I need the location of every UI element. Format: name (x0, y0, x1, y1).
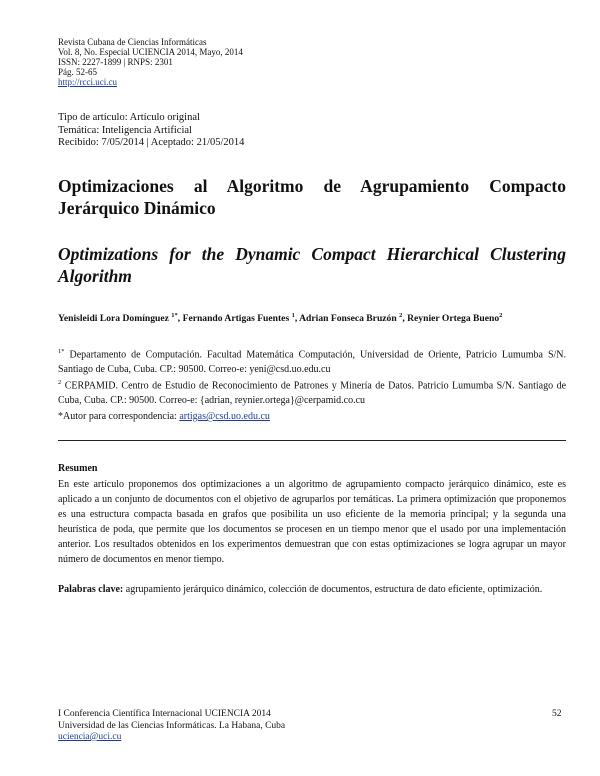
title-spanish: Optimizaciones al Algoritmo de Agrupamiento Compacto Jerárquico Dinámico (58, 176, 566, 218)
affiliation-2-mark: 2 (58, 379, 62, 386)
journal-header (58, 37, 243, 87)
article-topic: Temática: Inteligencia Artificial (58, 124, 192, 136)
affiliation-2 (58, 375, 566, 408)
article-dates: Recibido: 7/05/2014 | Aceptado: 21/05/2014 (58, 137, 245, 148)
section-divider (58, 440, 566, 441)
journal-issn: ISSN: 2227-1899 | RNPS: 2301 (58, 57, 173, 67)
author-name: Fernando Artigas Fuentes (182, 313, 290, 325)
article-info (58, 112, 244, 150)
author-separator: , (294, 313, 300, 325)
keywords-label: Palabras clave: (58, 584, 124, 595)
journal-pages: Pág. 52-65 (58, 67, 97, 77)
journal-url-link[interactable]: http://rcci.uci.cu (58, 77, 117, 87)
footer-email-link[interactable]: uciencia@uci.cu (58, 732, 122, 742)
author-name: Adrian Fonseca Bruzón (299, 313, 397, 325)
affiliation-2-text: CERPAMID. Centro de Estudio de Reconocimiento de Patrones y Minería de Datos. Patricio Lumumba S/N. Santiago de Cuba, Cuba. CP.: 90500. Correo-e: {adrian, reynier.ortega}@cerpamid.co.cu (58, 380, 567, 407)
abstract-heading: Resumen (58, 463, 98, 474)
corresponding-email-link[interactable]: artigas@csd.uo.edu.cu (179, 411, 270, 422)
author-affiliation-mark: 2 (499, 312, 503, 319)
footer-university: Universidad de las Ciencias Informáticas. La Habana, Cuba (58, 720, 286, 731)
author-name: Yenisleidi Lora Domínguez (58, 313, 169, 325)
author-list (58, 310, 566, 325)
corresponding-author (58, 409, 566, 424)
title-english: Optimizations for the Dynamic Compact Hierarchical Clustering Algorithm (58, 244, 566, 286)
affiliation-1-text: Departamento de Computación. Facultad Matemática Computación, Universidad de Oriente, Patricio Lumumba S/N. Santiago de Cuba, Cuba. CP.: 90500. Correo-e: yeni@csd.uo.edu.cu (58, 349, 566, 376)
author-separator: , (177, 313, 183, 325)
corresponding-label: *Autor para correspondencia: (58, 411, 180, 422)
author-separator: , (402, 313, 408, 325)
footer-conference: I Conferencia Científica Internacional UCIENCIA 2014 (58, 709, 271, 719)
author-affiliation-mark: 1* (171, 312, 178, 319)
author-affiliation-mark: 2 (399, 312, 403, 319)
affiliation-1 (58, 344, 566, 377)
journal-name: Revista Cubana de Ciencias Informáticas (58, 37, 207, 47)
page-footer (58, 709, 285, 744)
abstract-text: En este artículo proponemos dos optimizaciones a un algoritmo de agrupamiento compacto jerárquico dinámico, este es aplicado a un conjunto de documentos con el objetivo de agruparlos por temáticas. La primera optimización que proponemos es una estructura compacta basada en grafos que posibilita un uso eficiente de la memoria principal; y la segunda una heurística de poda, que permite que los documentos se procesen en un tiempo menor que el usado por una implementación anterior. Los resultados obtenidos en los experimentos demuestran que con estas optimizaciones se logra agrupar un mayor número de documentos en menor tiempo. (58, 479, 566, 565)
journal-volume: Vol. 8, No. Especial UCIENCIA 2014, Mayo, 2014 (58, 47, 243, 57)
keywords (58, 582, 566, 597)
author-name: Reynier Ortega Bueno (407, 313, 500, 325)
keywords-text: agrupamiento jerárquico dinámico, colección de documentos, estructura de dato eficiente, optimización. (125, 584, 543, 595)
affiliation-1-mark: 1* (58, 348, 65, 355)
page-number: 52 (552, 709, 562, 719)
author-affiliation-mark: 1 (291, 312, 295, 319)
article-type: Tipo de artículo: Artículo original (58, 112, 200, 123)
